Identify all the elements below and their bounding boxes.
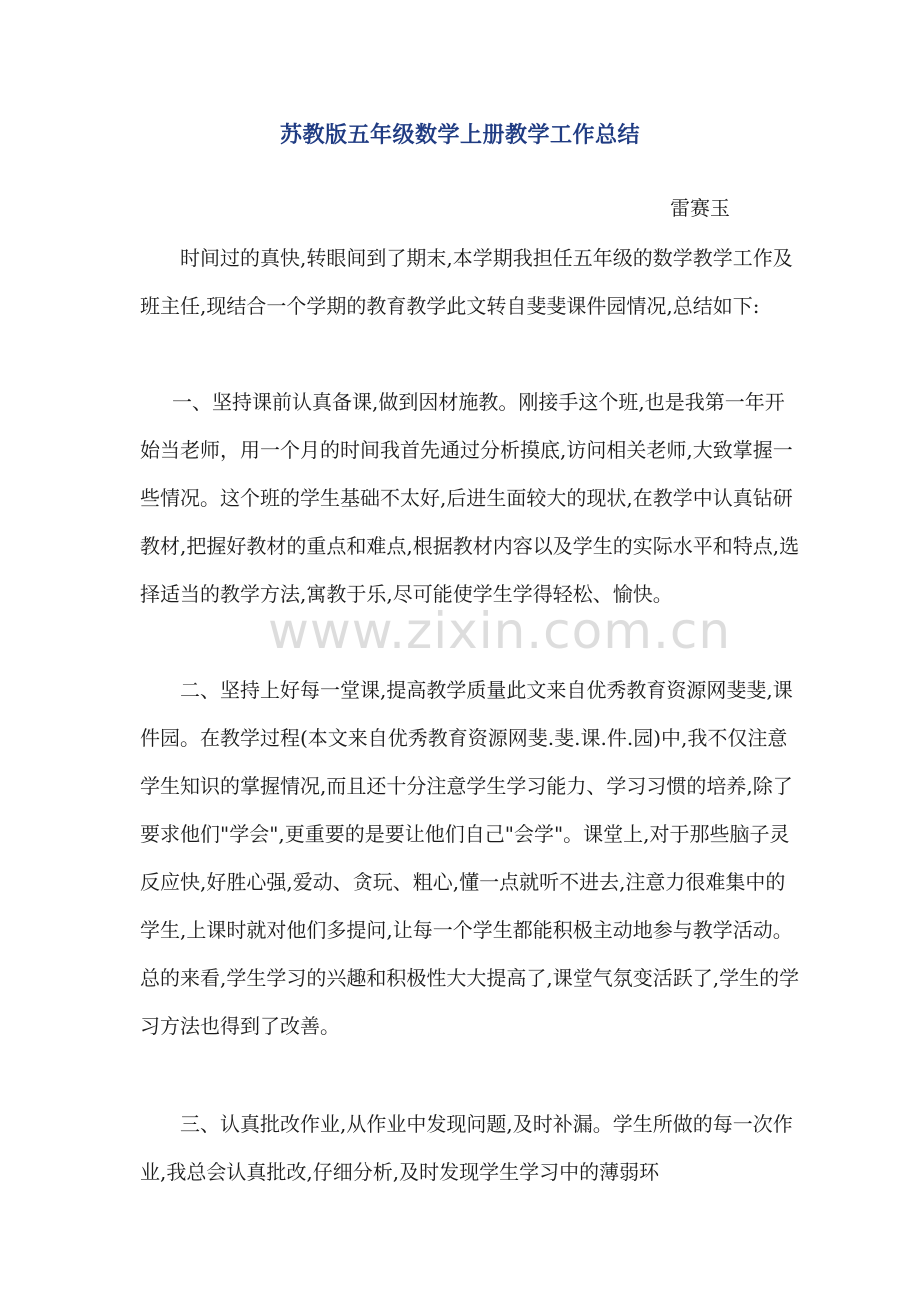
site-watermark: www.zixin.com.cn (268, 602, 732, 660)
document-author: 雷赛玉 (670, 196, 730, 220)
paragraph-section-2: 二、坚持上好每一堂课,提高教学质量此文来自优秀教育资源网斐斐,课件园。在教学过程(本文来自优秀教育资源网斐.斐.课.件.园)中,我不仅注意学生知识的掌握情况,而且还十分注意学生学习能力、学习习惯的培养,除了要求他们"学会",更重要的是要让他们自己"会学"。课堂上,对于那些脑子灵反应快,好胜心强,爱动、贪玩、粗心,懂一点就听不进去,注意力很难集中的学生,上课时就对他们多提问,让每一个学生都能积极主动地参与教学活动。总的来看,学生学习的兴趣和积极性大大提高了,课堂气氛变活跃了,学生的学习方法也得到了改善。 (140, 678, 800, 1038)
document-title: 苏教版五年级数学上册教学工作总结 (279, 122, 640, 148)
paragraph-section-3: 三、认真批改作业,从作业中发现问题,及时补漏。学生所做的每一次作业,我总会认真批改,仔细分析,及时发现学生学习中的薄弱环 (140, 1112, 793, 1184)
paragraph-intro: 时间过的真快,转眼间到了期末,本学期我担任五年级的数学教学工作及班主任,现结合一个学期的教育教学此文转自斐斐课件园情况,总结如下: (140, 246, 793, 318)
paragraph-section-1: 一、坚持课前认真备课,做到因材施教。刚接手这个班,也是我第一年开始当老师，用一个月的时间我首先通过分析摸底,访问相关老师,大致掌握一些情况。这个班的学生基础不太好,后进生面较大的现状,在教学中认真钻研教材,把握好教材的重点和难点,根据教材内容以及学生的实际水平和特点,选择适当的教学方法,寓教于乐,尽可能使学生学得轻松、愉快。 (140, 390, 800, 606)
